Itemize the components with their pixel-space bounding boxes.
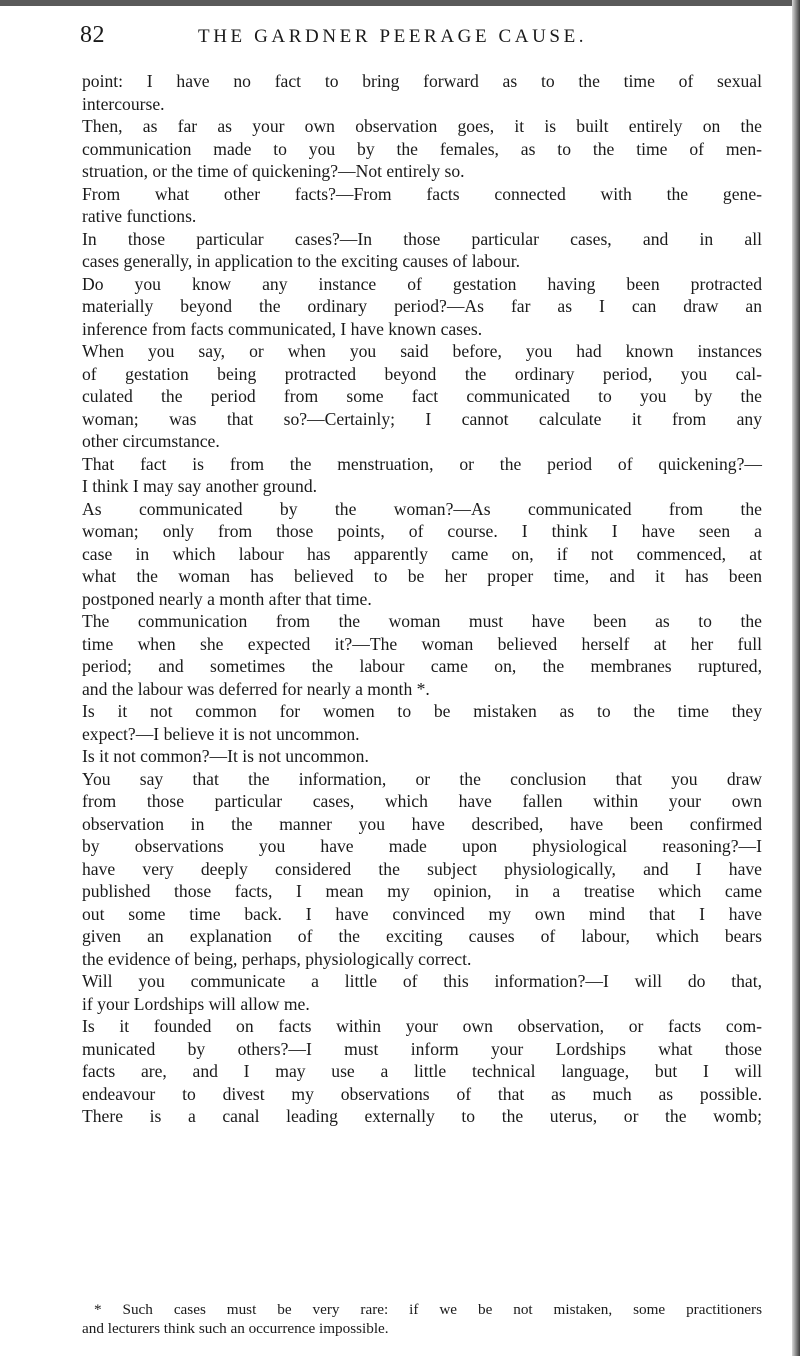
text-line: That fact is from the menstruation, or the period of quickening?—	[82, 453, 762, 474]
page-header	[80, 18, 760, 52]
text-line: Is it not common?—It is not uncommon.	[82, 746, 369, 766]
text-line: if your Lordships will allow me.	[82, 993, 310, 1014]
page-number: 82	[80, 22, 105, 48]
footnote-line: and lecturers think such an occurrence impossible.	[82, 1320, 389, 1337]
text-line: other circumstance.	[82, 431, 220, 451]
text-line: In those particular cases?—In those particular cases, and in all	[82, 228, 762, 249]
text-line: inference from facts communicated, I have known cases.	[82, 318, 483, 339]
text-line: given an explanation of the exciting causes of labour, which bears	[82, 926, 762, 946]
body-text	[82, 70, 762, 1128]
text-line: what the woman has believed to be her proper time, and it has been	[82, 566, 762, 586]
text-line: I think I may say another ground.	[82, 476, 318, 496]
text-line: communication made to you by the females, as to the time of men-	[82, 138, 762, 159]
text-line: woman; only from those points, of course. I think I have seen a	[82, 521, 762, 541]
text-line: the evidence of being, perhaps, physiologically correct.	[82, 948, 472, 969]
text-line: municated by others?—I must inform your Lordships what those	[82, 1038, 762, 1059]
text-line: culated the period from some fact communicated to you by the	[82, 386, 762, 406]
text-line: point: I have no fact to bring forward as to the time of sexual	[82, 71, 762, 91]
text-line: have very deeply considered the subject physiologically, and I have	[82, 858, 762, 879]
text-line: intercourse.	[82, 93, 165, 114]
text-line: and the labour was deferred for nearly a month *.	[82, 678, 430, 699]
text-line: As communicated by the woman?—As communicated from the	[82, 498, 762, 519]
text-line: postponed nearly a month after that time.	[82, 588, 372, 609]
text-line: period; and sometimes the labour came on, the membranes ruptured,	[82, 656, 762, 676]
text-line: woman; was that so?—Certainly; I cannot calculate it from any	[82, 408, 762, 429]
footnote-line: * Such cases must be very rare: if we be not mistaken, some practitioners	[94, 1301, 762, 1318]
text-line: observation in the manner you have described, have been confirmed	[82, 813, 762, 834]
text-line: You say that the information, or the conclusion that you draw	[82, 768, 762, 789]
top-rule	[0, 0, 800, 6]
text-line: facts are, and I may use a little technical language, but I will	[82, 1061, 762, 1081]
page-edge-shadow	[792, 0, 800, 1356]
running-head: THE GARDNER PEERAGE CAUSE.	[198, 26, 588, 47]
text-line: The communication from the woman must have been as to the	[82, 611, 762, 631]
text-line: cases generally, in application to the exciting causes of labour.	[82, 251, 521, 271]
text-line: Will you communicate a little of this information?—I will do that,	[82, 971, 762, 991]
text-line: Is it not common for women to be mistaken as to the time they	[82, 701, 762, 721]
text-line: from those particular cases, which have fallen within your own	[82, 791, 762, 811]
text-line: struation, or the time of quickening?—Not entirely so.	[82, 161, 465, 181]
text-line: published those facts, I mean my opinion, in a treatise which came	[82, 881, 762, 901]
text-line: time when she expected it?—The woman believed herself at her full	[82, 633, 762, 654]
text-line: out some time back. I have convinced my own mind that I have	[82, 903, 762, 924]
text-line: From what other facts?—From facts connected with the gene-	[82, 183, 762, 204]
text-line: endeavour to divest my observations of that as much as possible.	[82, 1083, 762, 1104]
text-line: There is a canal leading externally to the uterus, or the womb;	[82, 1106, 762, 1126]
text-line: of gestation being protracted beyond the ordinary period, you cal-	[82, 363, 762, 384]
text-line: Do you know any instance of gestation having been protracted	[82, 273, 762, 294]
text-line: by observations you have made upon physiological reasoning?—I	[82, 836, 762, 856]
text-line: Then, as far as your own observation goes, it is built entirely on the	[82, 116, 762, 136]
footnote	[82, 1300, 762, 1338]
text-line: rative functions.	[82, 206, 197, 226]
text-line: When you say, or when you said before, you had known instances	[82, 341, 762, 361]
text-line: case in which labour has apparently came on, if not commenced, at	[82, 543, 762, 564]
text-line: Is it founded on facts within your own observation, or facts com-	[82, 1016, 762, 1036]
text-line: expect?—I believe it is not uncommon.	[82, 723, 360, 744]
text-line: materially beyond the ordinary period?—As far as I can draw an	[82, 296, 762, 316]
